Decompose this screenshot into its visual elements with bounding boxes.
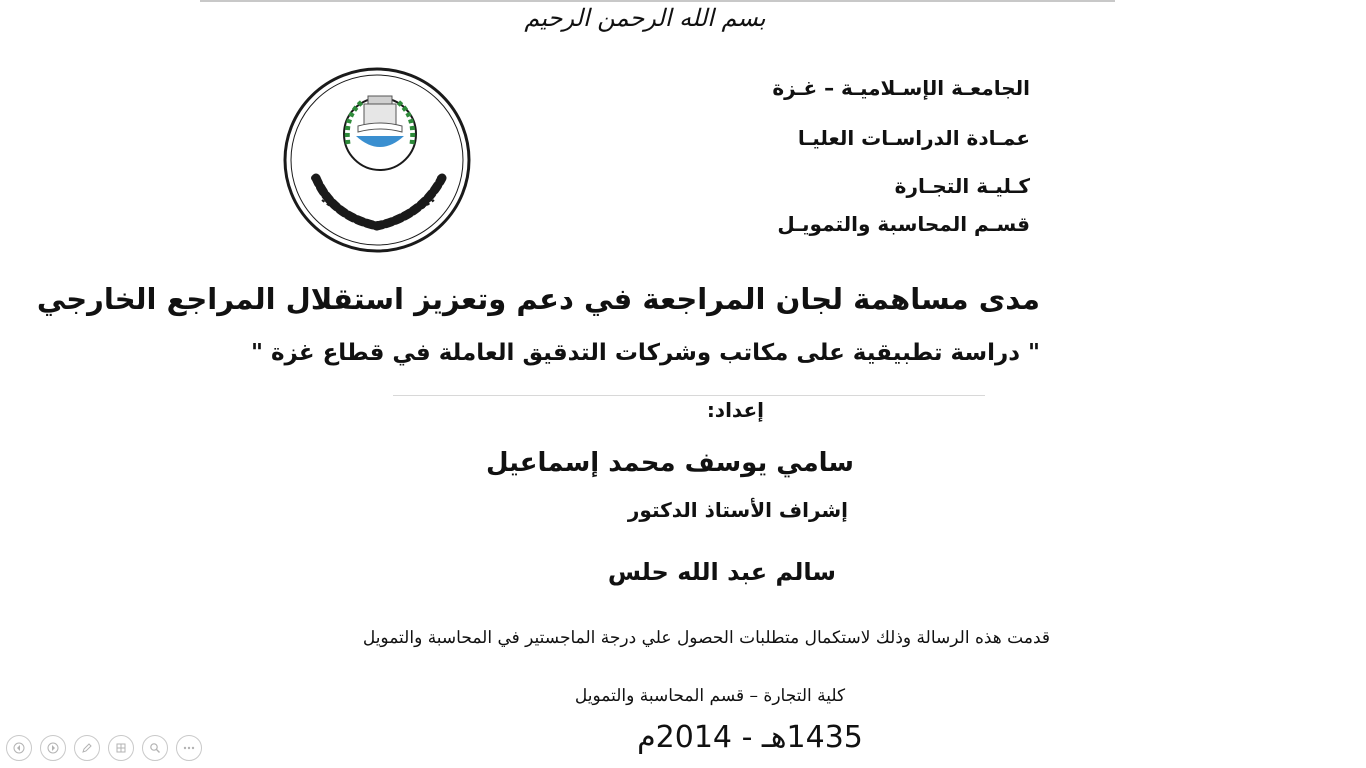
deanship-name: عمـادة الدراسـات العليـا [797,126,1030,150]
zoom-icon[interactable] [142,735,168,761]
university-name: الجامعـة الإسـلاميـة – غـزة [772,76,1030,100]
faculty-name: كـليـة التجـارة [894,174,1030,198]
pen-icon[interactable] [74,735,100,761]
divider [393,395,985,396]
author-name: سامي يوسف محمد إسماعيل [485,448,854,478]
department-name: قسـم المحاسبة والتمويـل [777,212,1030,236]
supervision-label: إشراف الأستاذ الدكتور [627,498,848,522]
slides-icon[interactable] [108,735,134,761]
supervisor-name: سالم عبد الله حلس [607,558,836,586]
thesis-date: 1435هـ - 2014م [637,720,863,755]
prepared-by-label: إعداد: [706,398,764,422]
faculty-department-line: كلية التجارة – قسم المحاسبة والتمويل [574,686,846,706]
more-icon[interactable] [176,735,202,761]
thesis-subtitle: " دراسة تطبيقية على مكاتب وشركات التدقيق العاملة في قطاع غزة " [250,340,1040,366]
previous-icon[interactable] [6,735,32,761]
basmala: بسم الله الرحمن الرحيم [524,4,766,32]
thesis-title: مدى مساهمة لجان المراجعة في دعم وتعزيز استقلال المراجع الخارجي [36,282,1040,316]
university-logo [282,66,472,254]
next-icon[interactable] [40,735,66,761]
degree-statement: قدمت هذه الرسالة وذلك لاستكمال متطلبات الحصول علي درجة الماجستير في المحاسبة والتمويل [362,628,1050,648]
slideshow-toolbar [6,735,202,763]
top-divider [200,0,1115,2]
